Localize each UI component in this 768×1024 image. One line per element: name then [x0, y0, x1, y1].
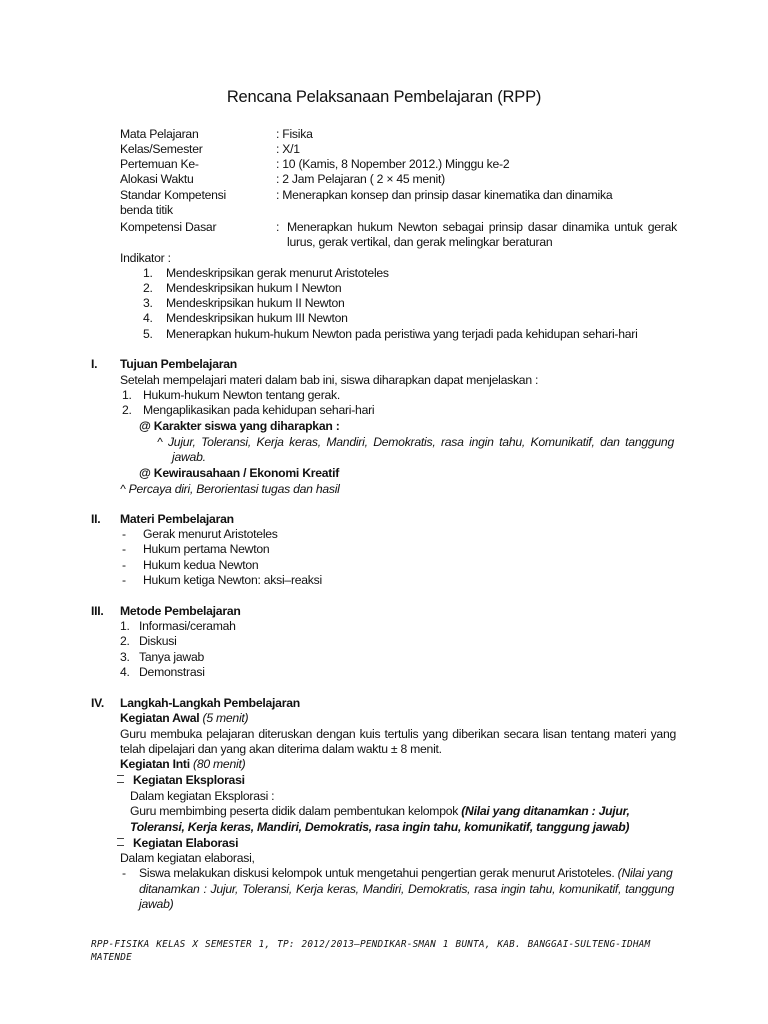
elaborasi-heading: Kegiatan Elaborasi [133, 836, 239, 850]
eksplorasi-heading: Kegiatan Eksplorasi [133, 773, 245, 787]
indikator-num: 2. [143, 281, 153, 295]
list-bullet-icon [117, 836, 124, 851]
info-value-standard: : Menerapkan konsep dan prinsip dasar kinematika dan dinamika [276, 188, 613, 202]
materi-item: Hukum ketiga Newton: aksi–reaksi [143, 573, 322, 587]
karakter-heading: @ Karakter siswa yang diharapkan : [139, 419, 340, 433]
eksplorasi-values-end: Toleransi, Kerja keras, Mandiri, Demokratis, rasa ingin tahu, komunikatif, tanggung jawab) [130, 820, 630, 834]
info-value-basic-line1: Menerapkan hukum Newton sebagai prinsip dasar dinamika untuk gerak [287, 220, 677, 234]
section-1-number: I. [91, 357, 98, 371]
info-value-class: : X/1 [276, 142, 300, 156]
elaborasi-text: Siswa melakukan diskusi kelompok untuk mengetahui pengertian gerak menurut Aristoteles. [139, 866, 615, 880]
info-label-class: Kelas/Semester [120, 142, 203, 156]
metode-item: Tanya jawab [139, 650, 204, 664]
kegiatan-inti-heading: Kegiatan Inti [120, 757, 190, 771]
tujuan-num: 2. [122, 403, 132, 417]
elaborasi-intro: Dalam kegiatan elaborasi, [120, 851, 255, 865]
info-label-time: Alokasi Waktu [120, 172, 194, 186]
section-1-heading: Tujuan Pembelajaran [120, 357, 237, 371]
indikator-item: Menerapkan hukum-hukum Newton pada peristiwa yang terjadi pada kehidupan sehari-hari [166, 327, 638, 341]
info-value-basic-colon: : [276, 220, 280, 234]
section-2-heading: Materi Pembelajaran [120, 512, 234, 526]
kegiatan-awal [120, 711, 248, 726]
kegiatan-awal-text-line2: telah dipelajari dan yang akan diterima dalam waktu ± 8 menit. [120, 742, 442, 756]
info-label-basic: Kompetensi Dasar [120, 220, 217, 234]
elaborasi-values-start: (Nilai yang [617, 866, 673, 880]
indikator-label: Indikator : [120, 251, 171, 265]
elaborasi-values-end: jawab) [139, 897, 174, 911]
materi-dash: - [122, 542, 126, 556]
metode-num: 2. [120, 634, 130, 648]
indikator-item: Mendeskripsikan hukum II Newton [166, 296, 345, 310]
materi-item: Hukum kedua Newton [143, 558, 259, 572]
kegiatan-inti [120, 757, 245, 772]
tujuan-item: Hukum-hukum Newton tentang gerak. [143, 388, 341, 402]
indikator-item: Mendeskripsikan hukum III Newton [166, 311, 348, 325]
info-value-meeting: : 10 (Kamis, 8 Nopember 2012.) Minggu ke-2 [276, 157, 510, 171]
info-label-standard-cont: benda titik [120, 203, 173, 217]
karakter-text-line1: ^ Jujur, Toleransi, Kerja keras, Mandiri, Demokratis, rasa ingin tahu, Komunikatif, dan tanggung [157, 435, 674, 449]
indikator-item: Mendeskripsikan gerak menurut Aristoteles [166, 266, 389, 280]
materi-item: Gerak menurut Aristoteles [143, 527, 278, 541]
materi-dash: - [122, 558, 126, 572]
list-bullet-icon [117, 773, 124, 788]
eksplorasi-line1 [130, 804, 630, 819]
section-4-heading: Langkah-Langkah Pembelajaran [120, 696, 300, 710]
kegiatan-inti-time: (80 menit) [193, 757, 246, 771]
page-footer: RPP-FISIKA KELAS X SEMESTER 1, TP: 2012/2013–PENDIKAR-SMAN 1 BUNTA, KAB. BANGGAI-SULTENG-IDHAM MATENDE [91, 939, 651, 963]
indikator-item: Mendeskripsikan hukum I Newton [166, 281, 342, 295]
eksplorasi-text: Guru membimbing peserta didik dalam pembentukan kelompok [130, 804, 459, 818]
kegiatan-awal-time: (5 menit) [202, 711, 249, 725]
materi-item: Hukum pertama Newton [143, 542, 270, 556]
tujuan-num: 1. [122, 388, 132, 402]
elaborasi-line1 [139, 866, 672, 881]
section-2-number: II. [91, 512, 101, 526]
eksplorasi-intro: Dalam kegiatan Eksplorasi : [130, 789, 275, 803]
indikator-num: 3. [143, 296, 153, 310]
section-3-number: III. [91, 604, 104, 618]
eksplorasi-values-start: (Nilai yang ditanamkan : Jujur, [461, 804, 630, 818]
info-value-basic-line2: lurus, gerak vertikal, dan gerak melingkar beraturan [287, 235, 553, 249]
metode-item: Demonstrasi [139, 665, 205, 679]
info-value-time: : 2 Jam Pelajaran ( 2 × 45 menit) [276, 172, 445, 186]
kewirausahaan-heading: @ Kewirausahaan / Ekonomi Kreatif [139, 466, 340, 480]
materi-dash: - [122, 573, 126, 587]
metode-item: Diskusi [139, 634, 177, 648]
info-label-meeting: Pertemuan Ke- [120, 157, 199, 171]
elaborasi-dash: - [122, 866, 126, 880]
kegiatan-awal-heading: Kegiatan Awal [120, 711, 200, 725]
section-1-intro: Setelah mempelajari materi dalam bab ini, siswa diharapkan dapat menjelaskan : [120, 373, 539, 387]
indikator-num: 4. [143, 311, 153, 325]
materi-dash: - [122, 527, 126, 541]
document-title: Rencana Pelaksanaan Pembelajaran (RPP) [226, 88, 542, 106]
info-label-subject: Mata Pelajaran [120, 127, 199, 141]
kegiatan-awal-text-line1: Guru membuka pelajaran diteruskan dengan kuis tertulis yang diberikan secara lisan tentang materi yang [120, 727, 676, 741]
info-value-subject: : Fisika [276, 127, 313, 141]
indikator-num: 5. [143, 327, 153, 341]
metode-num: 3. [120, 650, 130, 664]
info-label-standard: Standar Kompetensi [120, 188, 226, 202]
tujuan-item: Mengaplikasikan pada kehidupan sehari-hari [143, 403, 375, 417]
karakter-text-line2: jawab. [172, 450, 206, 464]
section-4-number: IV. [91, 696, 105, 710]
metode-item: Informasi/ceramah [139, 619, 236, 633]
indikator-num: 1. [143, 266, 153, 280]
metode-num: 1. [120, 619, 130, 633]
section-3-heading: Metode Pembelajaran [120, 604, 241, 618]
elaborasi-values-mid: ditanamkan : Jujur, Toleransi, Kerja keras, Mandiri, Demokratis, rasa ingin tahu, komunikatif, tanggung [139, 882, 674, 896]
kewirausahaan-text: ^ Percaya diri, Berorientasi tugas dan hasil [120, 482, 340, 496]
metode-num: 4. [120, 665, 130, 679]
